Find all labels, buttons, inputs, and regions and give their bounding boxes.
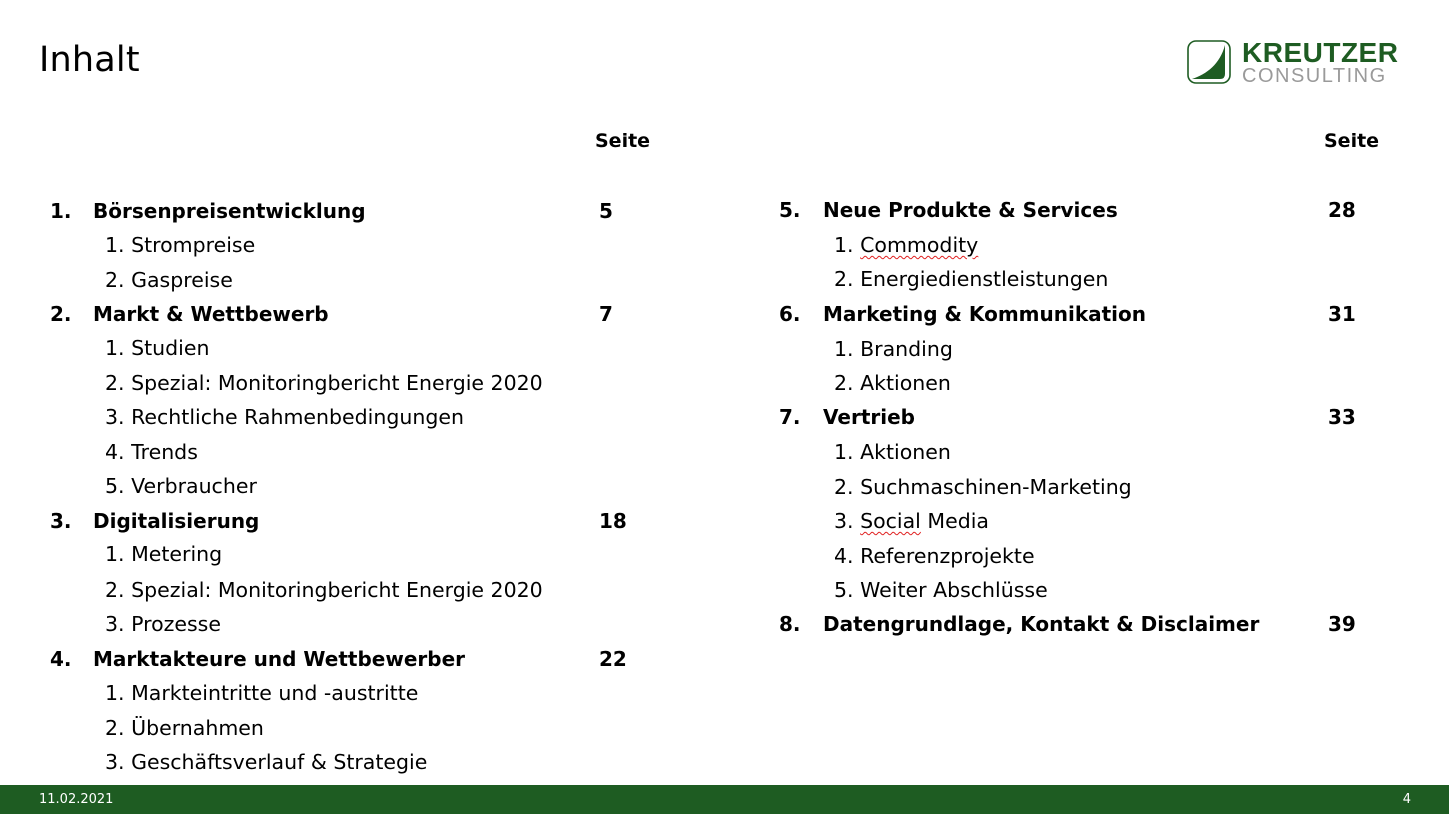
toc-subsection[interactable] bbox=[834, 371, 951, 395]
sub-number: 1. bbox=[834, 440, 854, 464]
section-3-page: 18 bbox=[599, 509, 627, 533]
sub-label: Suchmaschinen-Marketing bbox=[860, 475, 1132, 499]
section-8-page: 39 bbox=[1328, 612, 1356, 636]
footer-date: 11.02.2021 bbox=[39, 792, 114, 807]
sub-label: Energiedienstleistungen bbox=[860, 267, 1109, 291]
sub-label: Spezial: Monitoringbericht Energie 2020 bbox=[131, 371, 543, 395]
sub-label: Geschäftsverlauf & Strategie bbox=[131, 750, 428, 774]
logo-text-kreutzer: KREUTZER bbox=[1242, 37, 1399, 68]
sub-number: 4. bbox=[105, 440, 125, 464]
sub-label: Aktionen bbox=[860, 371, 951, 395]
section-label: Digitalisierung bbox=[93, 509, 260, 533]
sub-number: 1. bbox=[105, 681, 125, 705]
sub-number: 2. bbox=[105, 371, 125, 395]
sub-number: 2. bbox=[834, 475, 854, 499]
toc-subsection[interactable] bbox=[105, 440, 198, 464]
sub-label: Markteintritte und -austritte bbox=[131, 681, 419, 705]
sub-label: Rechtliche Rahmenbedingungen bbox=[131, 405, 464, 429]
section-number: 2. bbox=[50, 302, 72, 326]
section-number: 7. bbox=[779, 405, 801, 429]
toc-subsection[interactable] bbox=[105, 474, 257, 498]
logo-mark-icon bbox=[1187, 40, 1231, 84]
sub-label: Gaspreise bbox=[131, 268, 233, 292]
sub-number: 3. bbox=[105, 612, 125, 636]
toc-subsection[interactable] bbox=[105, 542, 222, 566]
toc-subsection[interactable] bbox=[105, 233, 255, 257]
footer-page-number: 4 bbox=[1402, 792, 1411, 807]
toc-subsection[interactable] bbox=[105, 405, 464, 429]
sub-number: 3. bbox=[105, 750, 125, 774]
section-number: 3. bbox=[50, 509, 72, 533]
sub-label: Übernahmen bbox=[131, 716, 264, 740]
sub-label: Strompreise bbox=[131, 233, 256, 257]
sub-label: Trends bbox=[131, 440, 198, 464]
sub-number: 5. bbox=[105, 474, 125, 498]
sub-number: 1. bbox=[105, 233, 125, 257]
page-column-header-left: Seite bbox=[595, 130, 651, 152]
section-label: Marktakteure und Wettbewerber bbox=[93, 647, 465, 671]
sub-number: 1. bbox=[105, 542, 125, 566]
sub-label: Branding bbox=[860, 337, 953, 361]
logo-text-consulting: CONSULTING bbox=[1242, 65, 1387, 87]
sub-label: Weiter Abschlüsse bbox=[860, 578, 1048, 602]
sub-number: 2. bbox=[834, 267, 854, 291]
sub-label: Referenzprojekte bbox=[860, 544, 1035, 568]
footer-bar bbox=[0, 785, 1449, 814]
sub-number: 1. bbox=[834, 337, 854, 361]
toc-subsection[interactable] bbox=[105, 681, 418, 705]
toc-subsection[interactable] bbox=[105, 268, 233, 292]
sub-number: 1. bbox=[834, 233, 854, 257]
section-label: Vertrieb bbox=[823, 405, 915, 429]
sub-number: 4. bbox=[834, 544, 854, 568]
sub-number: 3. bbox=[834, 509, 854, 533]
sub-label: Prozesse bbox=[131, 612, 221, 636]
sub-label: Spezial: Monitoringbericht Energie 2020 bbox=[131, 578, 543, 602]
section-label: Datengrundlage, Kontakt & Disclaimer bbox=[823, 612, 1260, 636]
toc-subsection[interactable] bbox=[105, 578, 543, 602]
section-7-page: 33 bbox=[1328, 405, 1356, 429]
sub-number: 2. bbox=[105, 268, 125, 292]
toc-subsection[interactable] bbox=[105, 750, 427, 774]
sub-number: 2. bbox=[834, 371, 854, 395]
sub-number: 1. bbox=[105, 336, 125, 360]
toc-subsection[interactable] bbox=[105, 612, 221, 636]
section-number: 5. bbox=[779, 198, 801, 222]
section-number: 8. bbox=[779, 612, 801, 636]
sub-label: Verbraucher bbox=[131, 474, 257, 498]
toc-subsection[interactable] bbox=[834, 440, 951, 464]
sub-label: Metering bbox=[131, 542, 223, 566]
toc-subsection[interactable] bbox=[834, 233, 978, 257]
section-label: Markt & Wettbewerb bbox=[93, 302, 329, 326]
section-number: 1. bbox=[50, 199, 72, 223]
toc-subsection[interactable] bbox=[834, 267, 1108, 291]
section-1-page: 5 bbox=[599, 199, 613, 223]
section-4-page: 22 bbox=[599, 647, 627, 671]
sub-number: 2. bbox=[105, 716, 125, 740]
section-label: Neue Produkte & Services bbox=[823, 198, 1118, 222]
section-number: 4. bbox=[50, 647, 72, 671]
sub-label: Aktionen bbox=[860, 440, 951, 464]
section-5-page: 28 bbox=[1328, 198, 1356, 222]
section-label: Marketing & Kommunikation bbox=[823, 302, 1147, 326]
sub-number: 2. bbox=[105, 578, 125, 602]
slide-title: Inhalt bbox=[39, 40, 140, 80]
sub-label: Studien bbox=[131, 336, 210, 360]
toc-subsection[interactable] bbox=[834, 578, 1048, 602]
section-label: Börsenpreisentwicklung bbox=[93, 199, 366, 223]
toc-subsection[interactable] bbox=[105, 336, 209, 360]
toc-subsection[interactable] bbox=[834, 337, 953, 361]
sub-number: 3. bbox=[105, 405, 125, 429]
page-column-header-right: Seite bbox=[1324, 130, 1380, 152]
section-number: 6. bbox=[779, 302, 801, 326]
toc-subsection[interactable] bbox=[105, 716, 264, 740]
toc-subsection[interactable] bbox=[834, 509, 989, 533]
sub-number: 5. bbox=[834, 578, 854, 602]
toc-subsection[interactable] bbox=[834, 475, 1132, 499]
kreutzer-consulting-logo bbox=[1187, 38, 1413, 88]
section-6-page: 31 bbox=[1328, 302, 1356, 326]
sub-label: Social Media bbox=[860, 509, 989, 533]
toc-subsection[interactable] bbox=[105, 371, 543, 395]
toc-subsection[interactable] bbox=[834, 544, 1035, 568]
sub-label: Commodity bbox=[860, 233, 979, 257]
section-2-page: 7 bbox=[599, 302, 613, 326]
